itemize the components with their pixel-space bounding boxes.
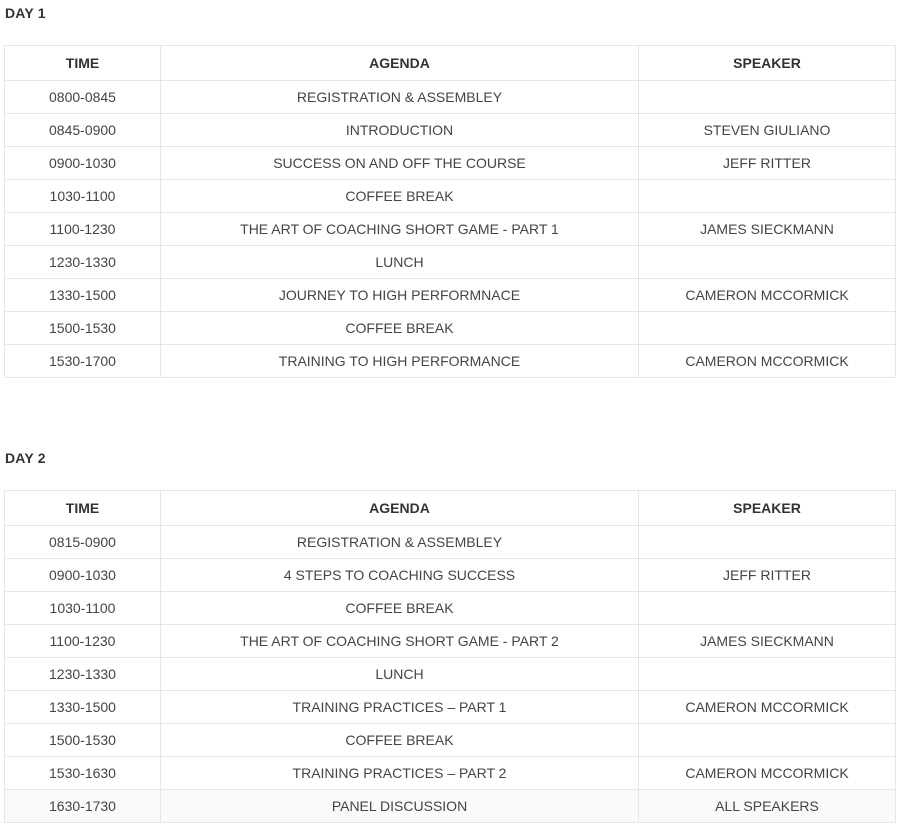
agenda-cell: TRAINING PRACTICES – PART 2 [161,757,639,790]
agenda-cell: TRAINING TO HIGH PERFORMANCE [161,345,639,378]
time-cell: 1530-1700 [5,345,161,378]
agenda-cell: THE ART OF COACHING SHORT GAME - PART 1 [161,213,639,246]
speaker-cell: ALL SPEAKERS [639,790,896,823]
time-cell: 1100-1230 [5,213,161,246]
table-row [5,757,896,790]
time-cell: 1530-1630 [5,757,161,790]
agenda-cell: LUNCH [161,246,639,279]
time-cell: 0900-1030 [5,147,161,180]
time-cell: 0800-0845 [5,81,161,114]
agenda-cell: 4 STEPS TO COACHING SUCCESS [161,559,639,592]
speaker-cell [639,526,896,559]
speaker-cell: CAMERON MCCORMICK [639,757,896,790]
time-cell: 0845-0900 [5,114,161,147]
table-row [5,658,896,691]
time-cell: 0900-1030 [5,559,161,592]
table-row [5,559,896,592]
agenda-cell: REGISTRATION & ASSEMBLEY [161,81,639,114]
agenda-cell: COFFEE BREAK [161,180,639,213]
table-row [5,345,896,378]
speaker-cell [639,312,896,345]
time-column-header: TIME [5,491,161,526]
agenda-cell: REGISTRATION & ASSEMBLEY [161,526,639,559]
table-row [5,526,896,559]
time-cell: 1030-1100 [5,592,161,625]
table-row [5,790,896,823]
table-header-row [5,46,896,81]
table-row [5,592,896,625]
table-row [5,180,896,213]
time-column-header: TIME [5,46,161,81]
agenda-cell: COFFEE BREAK [161,724,639,757]
speaker-column-header: SPEAKER [639,46,896,81]
time-cell: 1630-1730 [5,790,161,823]
time-cell: 1500-1530 [5,312,161,345]
speaker-cell: JAMES SIECKMANN [639,625,896,658]
time-cell: 1230-1330 [5,246,161,279]
table-header-row [5,491,896,526]
table-row [5,625,896,658]
speaker-cell: CAMERON MCCORMICK [639,279,896,312]
table-row [5,114,896,147]
day-2-agenda-table [4,490,896,823]
speaker-cell: JEFF RITTER [639,559,896,592]
agenda-cell: TRAINING PRACTICES – PART 1 [161,691,639,724]
day-1-agenda-table [4,45,896,378]
speaker-cell: STEVEN GIULIANO [639,114,896,147]
speaker-cell: JAMES SIECKMANN [639,213,896,246]
speaker-cell [639,724,896,757]
speaker-column-header: SPEAKER [639,491,896,526]
table-row [5,691,896,724]
table-row [5,81,896,114]
time-cell: 1230-1330 [5,658,161,691]
agenda-cell: THE ART OF COACHING SHORT GAME - PART 2 [161,625,639,658]
speaker-cell [639,658,896,691]
time-cell: 1030-1100 [5,180,161,213]
time-cell: 1500-1530 [5,724,161,757]
time-cell: 1330-1500 [5,691,161,724]
speaker-cell: JEFF RITTER [639,147,896,180]
table-row [5,724,896,757]
agenda-cell: COFFEE BREAK [161,592,639,625]
table-row [5,312,896,345]
table-row [5,213,896,246]
day-1-heading: DAY 1 [5,5,46,21]
table-row [5,279,896,312]
agenda-column-header: AGENDA [161,491,639,526]
time-cell: 1330-1500 [5,279,161,312]
agenda-cell: PANEL DISCUSSION [161,790,639,823]
agenda-cell: SUCCESS ON AND OFF THE COURSE [161,147,639,180]
day-2-heading: DAY 2 [5,450,46,466]
time-cell: 0815-0900 [5,526,161,559]
agenda-cell: INTRODUCTION [161,114,639,147]
speaker-cell [639,180,896,213]
agenda-cell: JOURNEY TO HIGH PERFORMNACE [161,279,639,312]
speaker-cell: CAMERON MCCORMICK [639,691,896,724]
speaker-cell: CAMERON MCCORMICK [639,345,896,378]
time-cell: 1100-1230 [5,625,161,658]
speaker-cell [639,592,896,625]
speaker-cell [639,81,896,114]
agenda-cell: LUNCH [161,658,639,691]
table-row [5,147,896,180]
agenda-cell: COFFEE BREAK [161,312,639,345]
table-row [5,246,896,279]
agenda-column-header: AGENDA [161,46,639,81]
speaker-cell [639,246,896,279]
